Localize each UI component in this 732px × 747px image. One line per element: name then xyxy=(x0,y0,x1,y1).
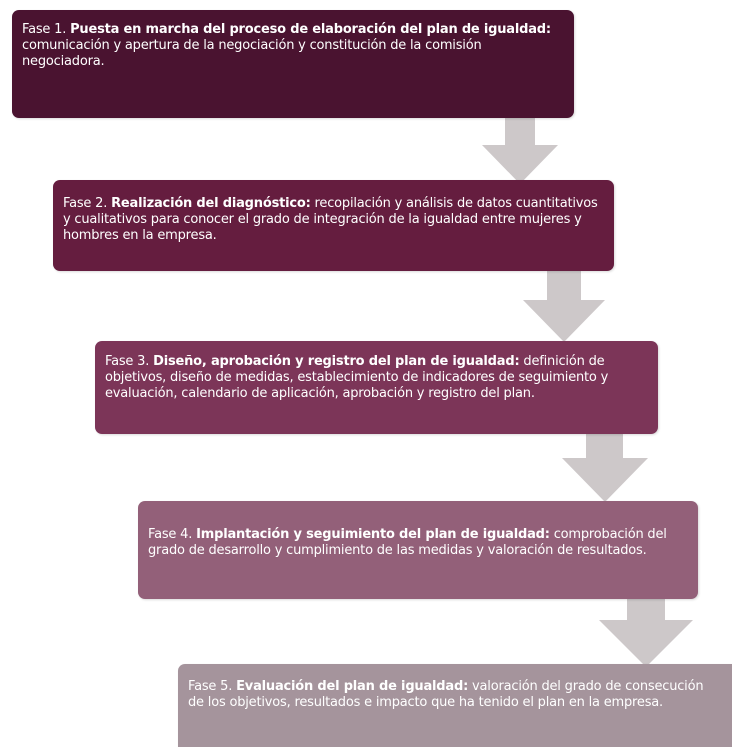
phase-2-prefix: Fase 2. xyxy=(63,196,108,211)
phase-1-body: comunicación y apertura de la negociación y constitución de la comisión negociadora. xyxy=(22,38,482,69)
phase-4-body: comprobación del grado de desarrollo y cumplimiento de las medidas y valoración de resultados. xyxy=(148,527,667,558)
phase-5-body: valoración del grado de consecución de los objetivos, resultados e impacto que ha tenido el plan en la empresa. xyxy=(188,679,704,710)
phase-5-title: Evaluación del plan de igualdad: xyxy=(236,679,469,694)
phase-3-title: Diseño, aprobación y registro del plan de igualdad: xyxy=(153,354,520,369)
down-arrow-icon xyxy=(482,118,558,184)
phase-3-box xyxy=(95,341,658,434)
phase-2-title: Realización del diagnóstico: xyxy=(111,196,311,211)
phase-1-title: Puesta en marcha del proceso de elaboración del plan de igualdad: xyxy=(70,22,551,37)
phase-4-title: Implantación y seguimiento del plan de igualdad: xyxy=(196,527,550,542)
phase-4-box xyxy=(138,501,698,599)
phase-3-body: definición de objetivos, diseño de medidas, establecimiento de indicadores de seguimiento y evaluación, calendario de aplicación, aprobación y registro del plan. xyxy=(105,354,609,401)
phase-4-prefix: Fase 4. xyxy=(148,527,193,542)
phase-1-box xyxy=(12,10,574,118)
phase-3-prefix: Fase 3. xyxy=(105,354,150,369)
phase-2-box xyxy=(53,180,614,271)
phase-2-body: recopilación y análisis de datos cuantitativos y cualitativos para conocer el grado de integración de la igualdad entre mujeres y hombres en la empresa. xyxy=(63,196,598,243)
phase-5-prefix: Fase 5. xyxy=(188,679,233,694)
phase-1-prefix: Fase 1. xyxy=(22,22,67,37)
phase-5-box xyxy=(178,664,732,747)
